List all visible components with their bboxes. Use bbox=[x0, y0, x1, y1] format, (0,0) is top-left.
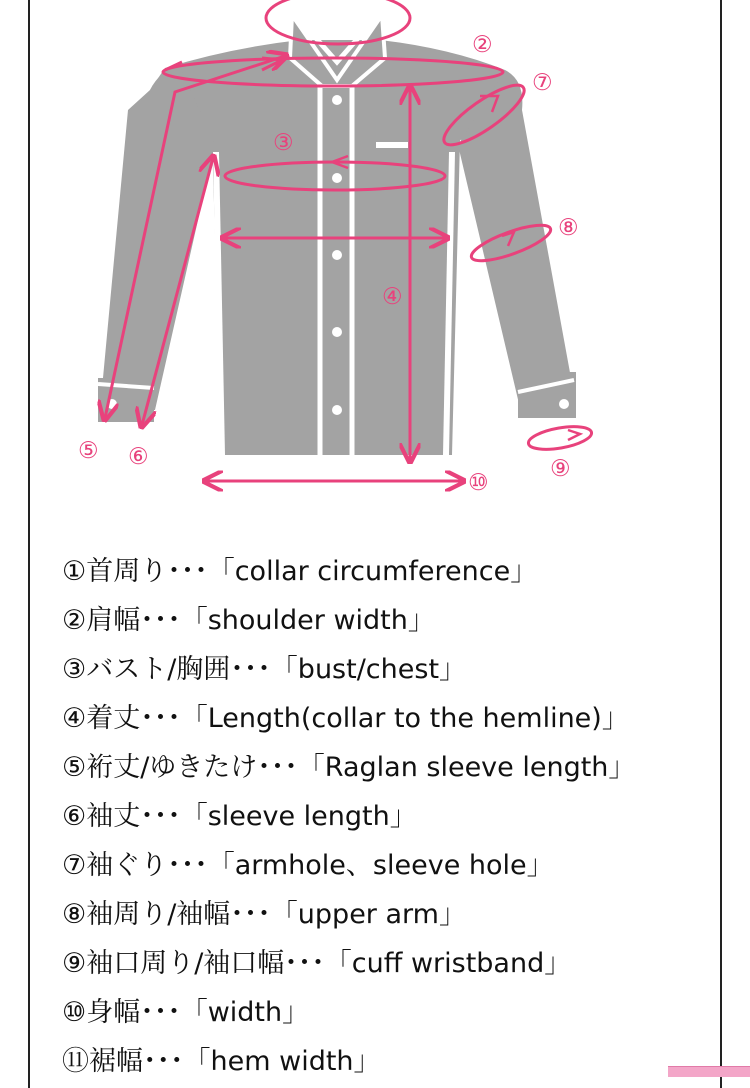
legend-item-hem-width: ⑪裾幅･･･「hem width」 bbox=[62, 1046, 381, 1077]
shirt-measurement-diagram bbox=[0, 0, 750, 540]
marker-10: ⑩ bbox=[468, 470, 489, 496]
legend-item-length: ④着丈･･･「Length(collar to the hemline)」 bbox=[62, 703, 629, 734]
placket bbox=[318, 80, 352, 455]
legend-item-upper-arm: ⑧袖周り/袖幅･･･「upper arm」 bbox=[62, 899, 466, 930]
cuff-wristband-mark bbox=[527, 423, 594, 454]
measurement-legend bbox=[62, 547, 635, 1086]
marker-3: ③ bbox=[273, 130, 294, 156]
legend-item-sleeve-length: ⑥袖丈･･･「sleeve length」 bbox=[62, 801, 417, 832]
marker-6: ⑥ bbox=[128, 444, 149, 470]
marker-7: ⑦ bbox=[532, 70, 553, 96]
legend-item-collar-circumference: ①首周り･･･「collar circumference」 bbox=[62, 556, 538, 587]
legend-item-armhole: ⑦袖ぐり･･･「armhole、sleeve hole」 bbox=[62, 850, 554, 881]
legend-item-shoulder-width: ②肩幅･･･「shoulder width」 bbox=[62, 605, 435, 636]
right-cuff bbox=[518, 372, 576, 418]
marker-8: ⑧ bbox=[558, 215, 579, 241]
marker-9: ⑨ bbox=[550, 456, 571, 482]
legend-item-width: ⑩身幅･･･「width」 bbox=[62, 997, 310, 1028]
marker-5: ⑤ bbox=[78, 438, 99, 464]
legend-item-bust-chest: ③バスト/胸囲･･･「bust/chest」 bbox=[62, 654, 467, 685]
legend-item-raglan-sleeve-length: ⑤裄丈/ゆきたけ･･･「Raglan sleeve length」 bbox=[62, 752, 636, 783]
marker-4: ④ bbox=[382, 284, 403, 310]
collar-circumference-mark bbox=[266, 0, 410, 44]
legend-item-cuff-wristband: ⑨袖口周り/袖口幅･･･「cuff wristband」 bbox=[62, 948, 572, 979]
marker-2: ② bbox=[472, 32, 493, 58]
